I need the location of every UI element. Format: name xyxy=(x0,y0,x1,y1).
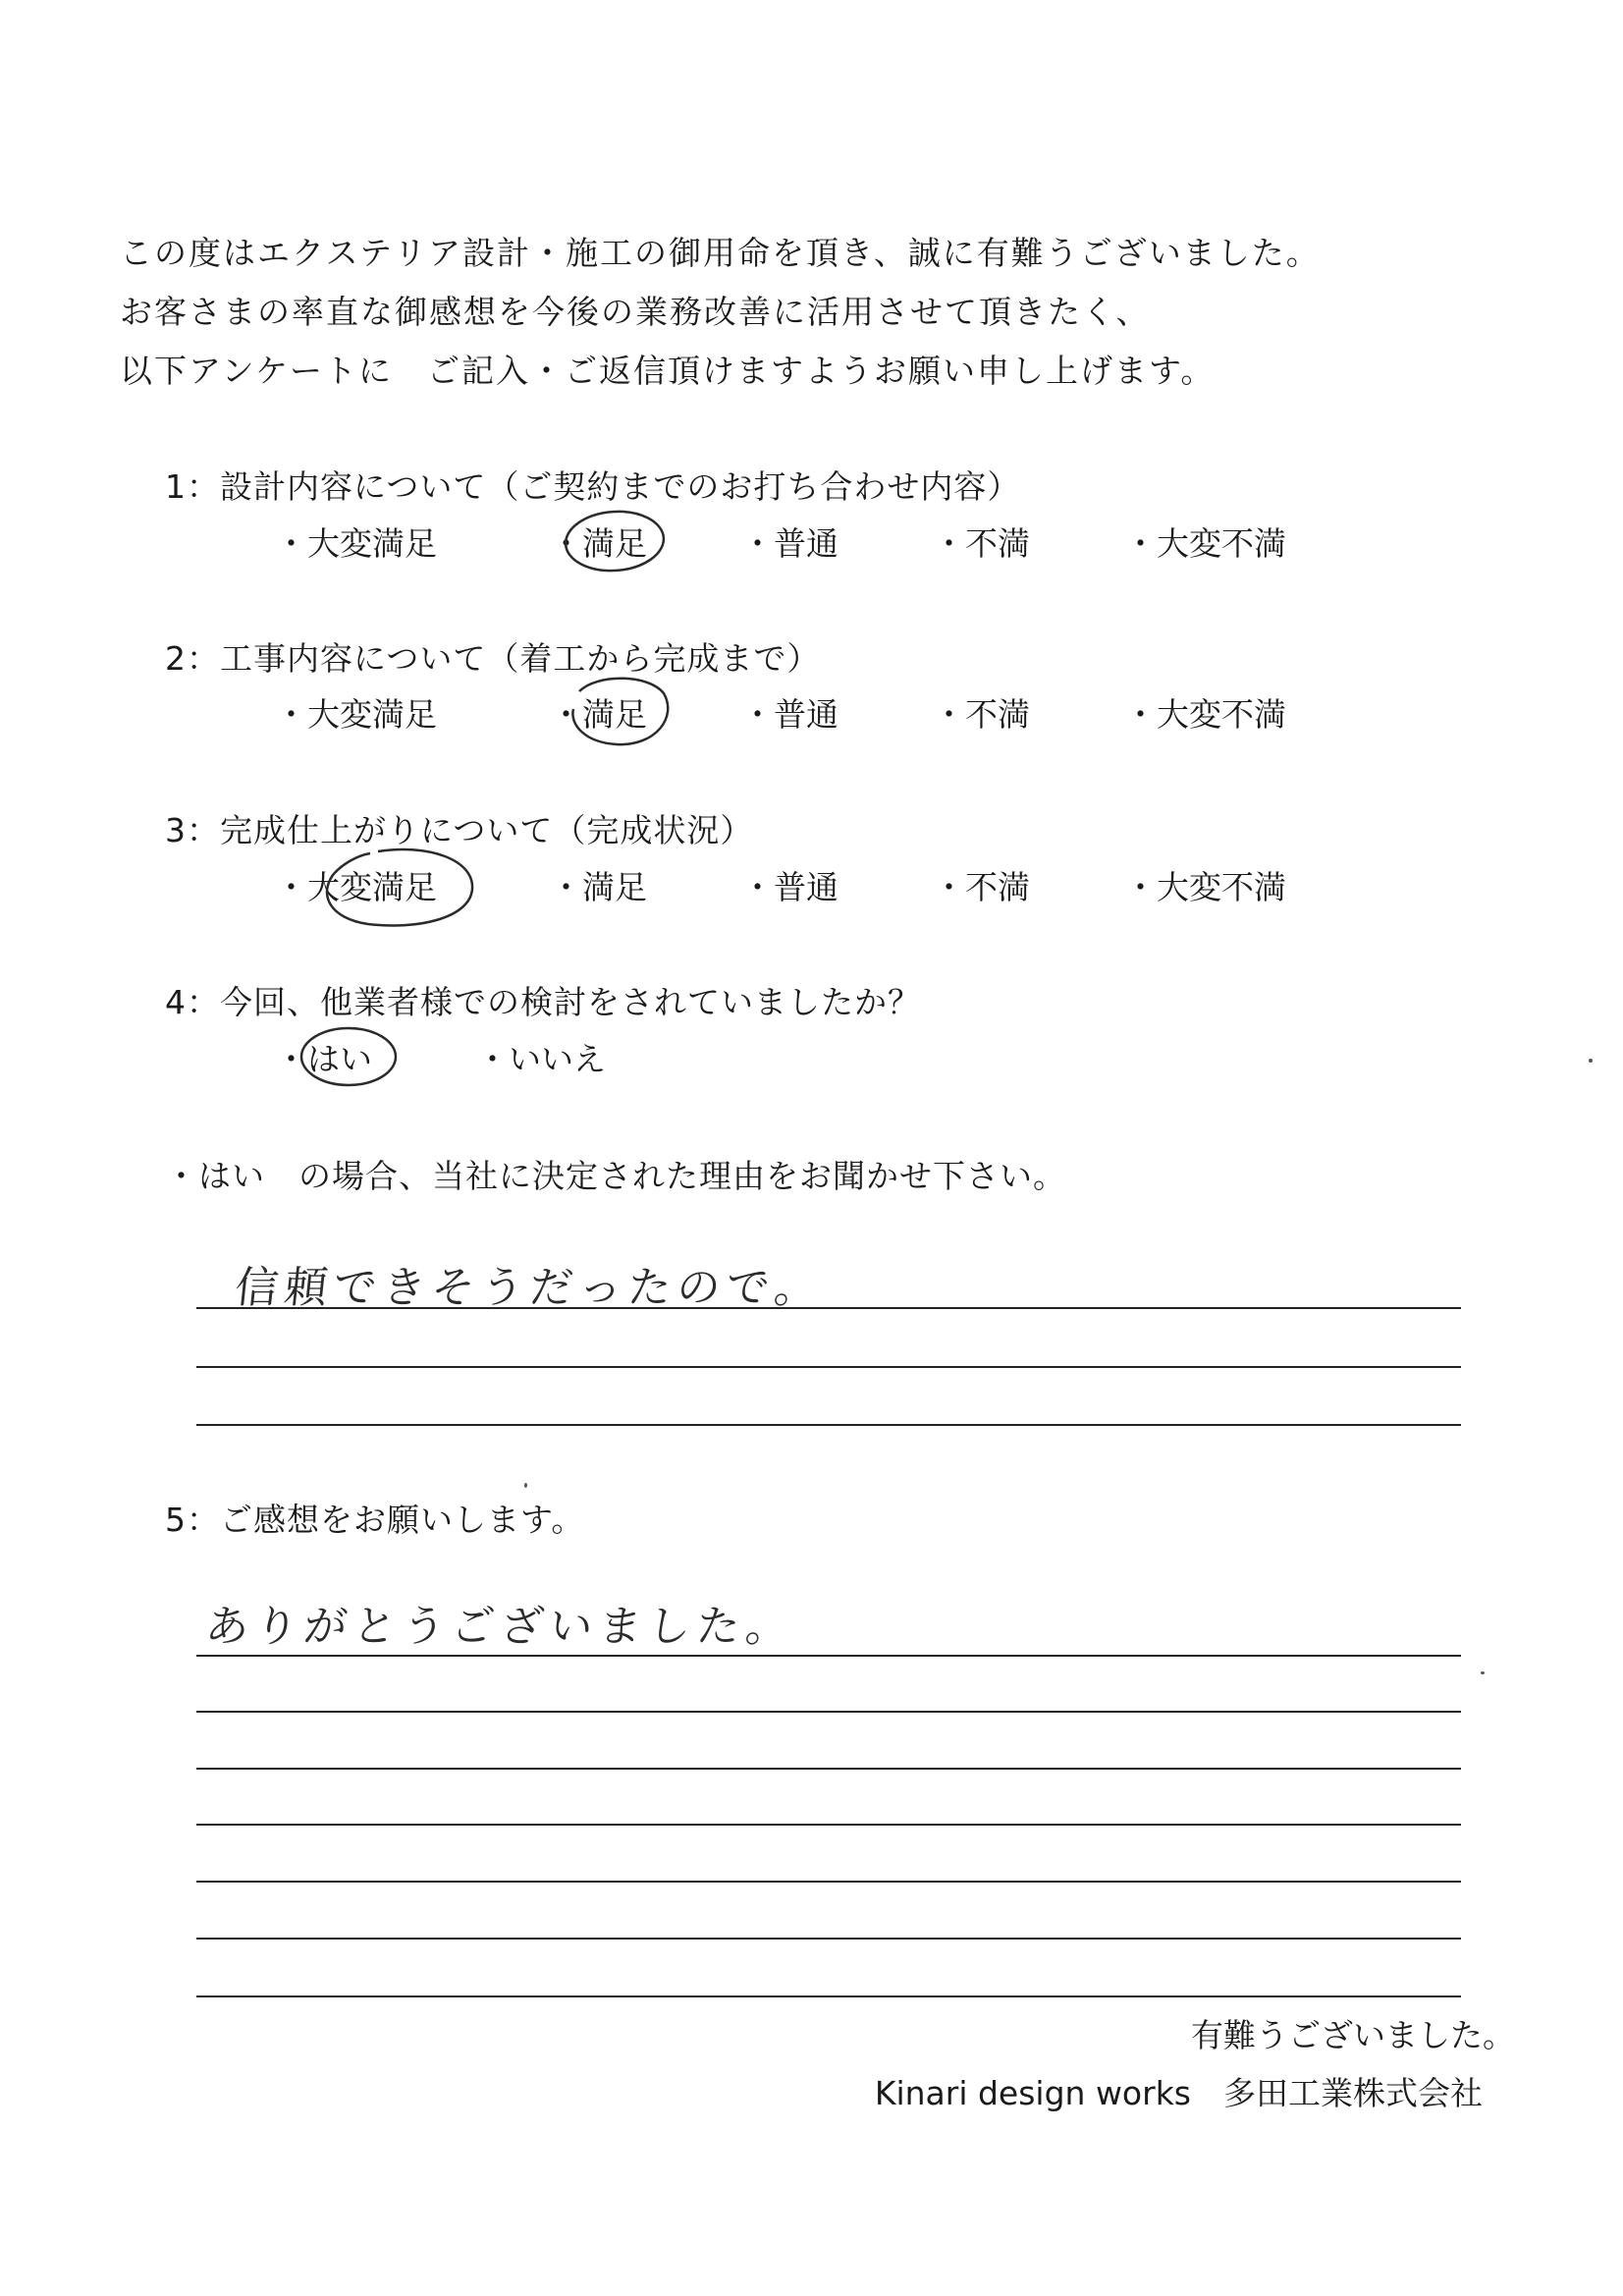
question-2-label: 2：工事内容について（着工から完成まで） xyxy=(165,639,821,678)
q2-option-satisfied[interactable]: ・満足 xyxy=(550,695,647,734)
q2-option-very-dissatisfied[interactable]: ・大変不満 xyxy=(1124,695,1286,734)
footer-thanks: 有難うございました。 xyxy=(1191,2016,1515,2054)
reason-question-label: ・はい の場合、当社に決定された理由をお聞かせ下さい。 xyxy=(165,1157,1066,1195)
q1-option-very-dissatisfied[interactable]: ・大変不満 xyxy=(1124,524,1286,563)
q2-option-dissatisfied[interactable]: ・不満 xyxy=(933,695,1030,734)
reason-answer-line-3 xyxy=(196,1424,1461,1426)
q5-answer-line-5 xyxy=(196,1881,1461,1883)
q3-option-normal[interactable]: ・普通 xyxy=(741,868,839,906)
reason-answer-line-2 xyxy=(196,1366,1461,1368)
q5-answer-line-1 xyxy=(196,1655,1461,1657)
reason-handwritten-answer[interactable]: 信頼できそうだったので。 xyxy=(232,1263,827,1313)
q4-option-no[interactable]: ・いいえ xyxy=(476,1040,606,1078)
q1-option-normal[interactable]: ・普通 xyxy=(741,524,839,563)
reason-answer-line-1 xyxy=(196,1307,1461,1309)
intro-line-3: 以下アンケートに ご記入・ご返信頂けますようお願い申し上げます。 xyxy=(120,352,1216,390)
q4-option-yes[interactable]: ・はい xyxy=(275,1040,372,1078)
q2-option-very-satisfied[interactable]: ・大変満足 xyxy=(275,695,437,734)
question-3-label: 3：完成仕上がりについて（完成状況） xyxy=(165,811,754,849)
q1-option-satisfied[interactable]: ・満足 xyxy=(550,524,647,563)
q5-answer-line-4 xyxy=(196,1824,1461,1826)
q5-answer-line-3 xyxy=(196,1768,1461,1770)
q3-option-satisfied[interactable]: ・満足 xyxy=(550,868,647,906)
scan-speck xyxy=(1589,1059,1593,1063)
q1-option-dissatisfied[interactable]: ・不満 xyxy=(933,524,1030,563)
scan-speck xyxy=(524,1483,527,1488)
q5-answer-line-6 xyxy=(196,1938,1461,1940)
q1-option-very-satisfied[interactable]: ・大変満足 xyxy=(275,524,437,563)
footer-company: Kinari design works 多田工業株式会社 xyxy=(874,2074,1483,2112)
q3-option-very-satisfied[interactable]: ・大変満足 xyxy=(275,868,437,906)
question-4-label: 4：今回、他業者様での検討をされていましたか？ xyxy=(165,983,921,1021)
question-5-label: 5：ご感想をお願いします。 xyxy=(165,1501,585,1539)
scan-speck xyxy=(1481,1671,1485,1674)
q5-answer-line-7 xyxy=(196,1995,1461,1997)
q2-option-normal[interactable]: ・普通 xyxy=(741,695,839,734)
intro-line-2: お客さまの率直な御感想を今後の業務改善に活用させて頂きたく、 xyxy=(120,293,1151,331)
question-1-label: 1：設計内容について（ご契約までのお打ち合わせ内容） xyxy=(165,467,1021,506)
q5-handwritten-answer[interactable]: ありがとうございました。 xyxy=(202,1602,798,1652)
q5-answer-line-2 xyxy=(196,1711,1461,1713)
q3-option-very-dissatisfied[interactable]: ・大変不満 xyxy=(1124,868,1286,906)
intro-line-1: この度はエクステリア設計・施工の御用命を頂き、誠に有難うございました。 xyxy=(120,234,1321,272)
q3-option-dissatisfied[interactable]: ・不満 xyxy=(933,868,1030,906)
